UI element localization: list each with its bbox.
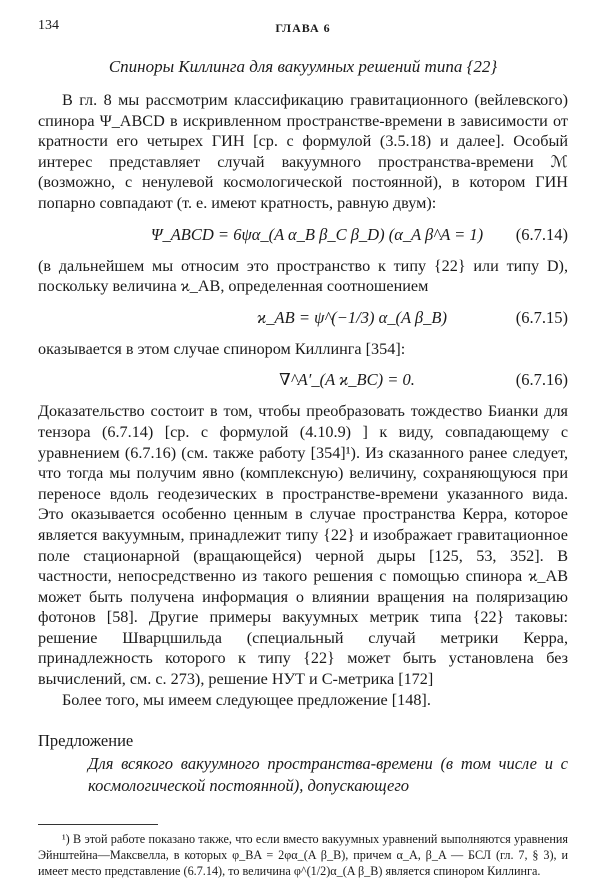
section-title: Спиноры Киллинга для вакуумных решений типа {22} bbox=[108, 57, 498, 76]
footnote-divider bbox=[38, 824, 158, 825]
equation-6-7-14 bbox=[38, 220, 568, 250]
equation-body: ϰ_AB = ψ^(−1/3) α_(A β_B) bbox=[257, 307, 447, 327]
equation-number: (6.7.16) bbox=[515, 370, 568, 390]
book-page bbox=[38, 18, 568, 879]
paragraph-proof: Доказательство состоит в том, чтобы преобразовать тождество Бианки для тензора (6.7.14) [ср. с формулой (4.10.9) ] к виду, совпадающему с уравнением (6.7.16) (см. также работу [354]¹). Из сказанного ранее следует, что тогда мы получим явно (комплексную) величину, сохраняющуюся при переносе вдоль геодезических в пространстве-времени указанного вида. Это оказывается особенно ценным в случае пространства Керра, которое является вакуумным, принадлежит типу {22} и изображает гравитационное поле стационарной (вращающейся) черной дыры [125, 53, 352]. В частности, непосредственно из такого решения с помощью спинора ϰ_AB может быть получена информация о влиянии вращения на поляризацию фотонов [58]. Другие примеры вакуумных метрик типа {22} таковы: решение Шварцшильда (специальный случай метрики Керра, принадлежность которого к типу {22} может быть установлена без вычислений, см. с. 273), решение НУТ и C-метрика [172] bbox=[38, 402, 568, 689]
paragraph-killing: оказывается в этом случае спинором Киллинга [354]: bbox=[38, 339, 406, 358]
paragraph-type-d: (в дальнейшем мы относим это пространство к типу {22} или типу D), поскольку величина ϰ_AB, определенная соотношением bbox=[38, 256, 568, 296]
paragraph-intro: В гл. 8 мы рассмотрим классификацию гравитационного (вейлевского) спинора Ψ_ABCD в искривленном пространстве-времени в зависимости от кратности его четырех ГИН [ср. с формулой (3.5.18) и далее]. Особый интерес представляет случай вакуумного пространства-времени ℳ (возможно, с ненулевой космологической постоянной), в котором ГИН попарно совпадают (т. е. имеют кратность, равную двум): bbox=[38, 91, 568, 212]
footnote: ¹) В этой работе показано также, что если вместо вакуумных уравнений выполняются уравнения Эйнштейна—Максвелла, в которых φ_BA = 2φα_(A β_B), причем α_A, β_A — БСЛ (гл. 7, § 3), и имеет место представление (6.7.14), то величина φ^(1/2)α_(A β_B) является спинором Киллинга. bbox=[38, 832, 568, 879]
equation-6-7-15 bbox=[38, 303, 568, 333]
page-number: 134 bbox=[38, 18, 59, 33]
equation-6-7-16 bbox=[38, 365, 568, 395]
equation-body: Ψ_ABCD = 6ψα_(A α_B β_C β_D) (α_A β^A = 1) bbox=[150, 224, 484, 244]
equation-number: (6.7.14) bbox=[515, 224, 568, 244]
page-header bbox=[38, 18, 568, 40]
proposition-text: Для всякого вакуумного пространства-времени (в том числе и с космологической постоянной), допускающего bbox=[88, 754, 568, 795]
equation-body: ∇^A′_(A ϰ_BC) = 0. bbox=[279, 370, 415, 390]
proposition-heading: Предложение bbox=[38, 731, 134, 751]
equation-number: (6.7.15) bbox=[515, 307, 568, 327]
paragraph-proposition-intro: Более того, мы имеем следующее предложение [148]. bbox=[62, 690, 431, 709]
chapter-title: ГЛАВА 6 bbox=[275, 21, 331, 35]
